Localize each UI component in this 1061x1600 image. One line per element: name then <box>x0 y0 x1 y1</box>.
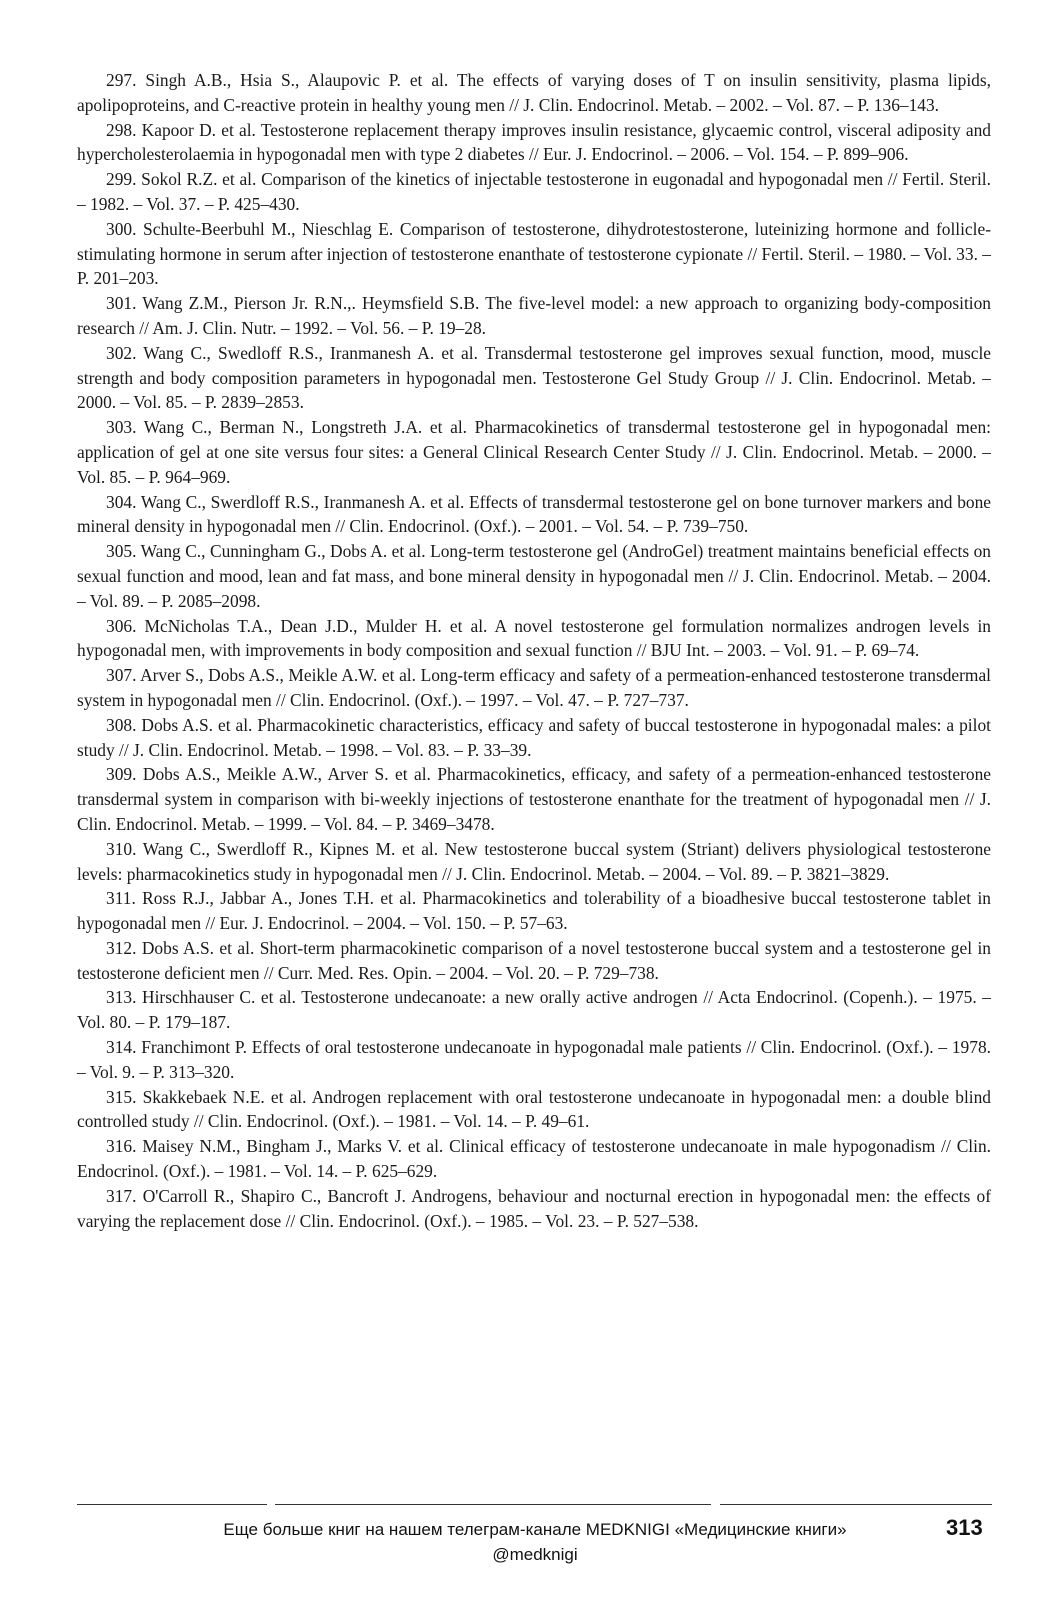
reference-304: 304. Wang C., Swerdloff R.S., Iranmanesh A. et al. Effects of transdermal testosterone gel on bone turnover markers and bone mineral density in hypogonadal men // Clin. Endocrinol. (Oxf.). – 2001. – Vol. 54. – P. 739–750. <box>77 491 991 537</box>
footer-divider-right <box>720 1504 992 1505</box>
reference-303: 303. Wang C., Berman N., Longstreth J.A. et al. Pharmacokinetics of transdermal testosterone gel in hypogonadal men: application of gel at one site versus four sites: a General Clinical Research Center Study // J. Clin. Endocrinol. Metab. – 2000. – Vol. 85. – P. 964–969. <box>77 417 991 487</box>
reference-310: 310. Wang C., Swerdloff R., Kipnes M. et al. New testosterone buccal system (Striant) delivers physiological testosterone levels: pharmacokinetics study in hypogonadal men // J. Clin. Endocrinol. Metab. – 2004. – Vol. 89. – P. 3821–3829. <box>77 838 991 884</box>
reference-309: 309. Dobs A.S., Meikle A.W., Arver S. et al. Pharmacokinetics, efficacy, and safety of a permeation-enhanced testosterone transdermal system in comparison with bi-weekly injections of testosterone enanthate for the treatment of hypogonadal men // J. Clin. Endocrinol. Metab. – 1999. – Vol. 84. – P. 3469–3478. <box>77 764 991 834</box>
footer-handle: @medknigi <box>492 1545 578 1564</box>
reference-298: 298. Kapoor D. et al. Testosterone replacement therapy improves insulin resistance, glycaemic control, visceral adiposity and hypercholesterolaemia in hypogonadal men with type 2 diabetes // Eur. J. Endocrinol. – 2006. – Vol. 154. – P. 899–906. <box>77 119 991 165</box>
footer-promo <box>155 1517 915 1567</box>
footer-promo-line: Еще больше книг на нашем телеграм-канале MEDKNIGI «Медицинские книги» <box>223 1520 847 1539</box>
reference-299: 299. Sokol R.Z. et al. Comparison of the kinetics of injectable testosterone in eugonadal and hypogonadal men // Fertil. Steril. – 1982. – Vol. 37. – P. 425–430. <box>77 169 991 214</box>
reference-308: 308. Dobs A.S. et al. Pharmacokinetic characteristics, efficacy and safety of buccal testosterone in hypogonadal males: a pilot study // J. Clin. Endocrinol. Metab. – 1998. – Vol. 83. – P. 33–39. <box>77 714 991 760</box>
reference-317: 317. O'Carroll R., Shapiro C., Bancroft J. Androgens, behaviour and nocturnal erection in hypogonadal men: the effects of varying the replacement dose // Clin. Endocrinol. (Oxf.). – 1985. – Vol. 23. – P. 527–538. <box>77 1185 991 1231</box>
page-number: 313 <box>946 1515 983 1540</box>
reference-314: 314. Franchimont P. Effects of oral testosterone undecanoate in hypogonadal male patients // Clin. Endocrinol. (Oxf.). – 1978. – Vol. 9. – P. 313–320. <box>77 1037 991 1082</box>
reference-305: 305. Wang C., Cunningham G., Dobs A. et al. Long-term testosterone gel (AndroGel) treatment maintains beneficial effects on sexual function and mood, lean and fat mass, and bone mineral density in hypogonadal men // J. Clin. Endocrinol. Metab. – 2004. – Vol. 89. – P. 2085–2098. <box>77 541 991 611</box>
footer-divider-left <box>77 1504 267 1505</box>
reference-315: 315. Skakkebaek N.E. et al. Androgen replacement with oral testosterone undecanoate in hypogonadal men: a double blind controlled study // Clin. Endocrinol. (Oxf.). – 1981. – Vol. 14. – P. 49–61. <box>77 1086 991 1132</box>
reference-300: 300. Schulte-Beerbuhl M., Nieschlag E. Comparison of testosterone, dihydrotestosterone, luteinizing hormone and follicle-stimulating hormone in serum after injection of testosterone enanthate of testosterone cypionate // Fertil. Steril. – 1980. – Vol. 33. – P. 201–203. <box>77 218 991 289</box>
reference-302: 302. Wang C., Swedloff R.S., Iranmanesh A. et al. Transdermal testosterone gel improves sexual function, mood, muscle strength and body composition parameters in hypogonadal men. Testosterone Gel Study Group // J. Clin. Endocrinol. Metab. – 2000. – Vol. 85. – P. 2839–2853. <box>77 342 991 413</box>
reference-301: 301. Wang Z.M., Pierson Jr. R.N.,. Heymsfield S.B. The five-level model: a new approach to organizing body-composition research // Am. J. Clin. Nutr. – 1992. – Vol. 56. – P. 19–28. <box>77 293 991 338</box>
reference-list <box>77 68 991 1233</box>
reference-316: 316. Maisey N.M., Bingham J., Marks V. et al. Clinical efficacy of testosterone undecanoate in male hypogonadism // Clin. Endocrinol. (Oxf.). – 1981. – Vol. 14. – P. 625–629. <box>77 1136 991 1182</box>
reference-307: 307. Arver S., Dobs A.S., Meikle A.W. et al. Long-term efficacy and safety of a permeation-enhanced testosterone transdermal system in hypogonadal men // Clin. Endocrinol. (Oxf.). – 1997. – Vol. 47. – P. 727–737. <box>77 665 991 710</box>
footer-divider-center <box>275 1504 711 1505</box>
reference-306: 306. McNicholas T.A., Dean J.D., Mulder H. et al. A novel testosterone gel formulation normalizes androgen levels in hypogonadal men, with improvements in body composition and sexual function // BJU Int. – 2003. – Vol. 91. – P. 69–74. <box>77 615 991 661</box>
reference-313: 313. Hirschhauser C. et al. Testosterone undecanoate: a new orally active androgen // Acta Endocrinol. (Copenh.). – 1975. – Vol. 80. – P. 179–187. <box>77 987 991 1033</box>
reference-297: 297. Singh A.B., Hsia S., Alaupovic P. et al. The effects of varying doses of T on insulin sensitivity, plasma lipids, apolipoproteins, and C-reactive protein in healthy young men // J. Clin. Endocrinol. Metab. – 2002. – Vol. 87. – P. 136–143. <box>77 70 991 115</box>
reference-311: 311. Ross R.J., Jabbar A., Jones T.H. et al. Pharmacokinetics and tolerability of a bioadhesive buccal testosterone tablet in hypogonadal men // Eur. J. Endocrinol. – 2004. – Vol. 150. – P. 57–63. <box>77 888 991 934</box>
reference-312: 312. Dobs A.S. et al. Short-term pharmacokinetic comparison of a novel testosterone buccal system and a testosterone gel in testosterone deficient men // Curr. Med. Res. Opin. – 2004. – Vol. 20. – P. 729–738. <box>77 937 991 983</box>
